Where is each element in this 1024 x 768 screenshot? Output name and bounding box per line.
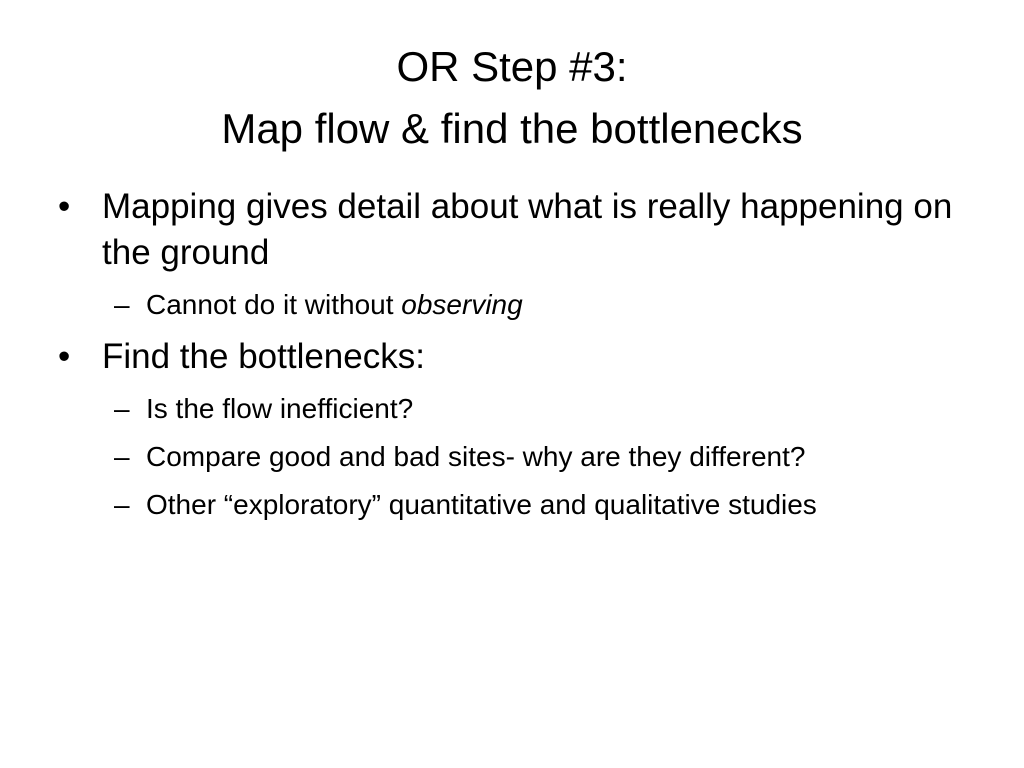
dash-marker: – (114, 489, 130, 520)
slide-body (56, 184, 956, 534)
dash-marker: – (114, 441, 130, 472)
bullet-text: Mapping gives detail about what is really happening on the ground (102, 187, 953, 272)
sub-bullet-text: Other “exploratory” quantitative and qualitative studies (146, 489, 817, 520)
title-line-2: Map flow & find the bottlenecks (221, 105, 803, 152)
sub-bullet-item (56, 390, 956, 428)
sub-bullet-text: Is the flow inefficient? (146, 393, 414, 424)
sub-bullet-item (56, 286, 956, 324)
bullet-marker: • (58, 337, 71, 376)
bullet-text: Find the bottlenecks: (102, 337, 425, 376)
sub-bullet-emphasis: observing (401, 289, 523, 320)
bullet-item (56, 334, 956, 380)
bullet-marker: • (58, 187, 71, 226)
sub-bullet-item (56, 486, 956, 524)
sub-bullet-text: Cannot do it without (146, 289, 402, 320)
sub-bullet-text: Compare good and bad sites- why are they different? (146, 441, 806, 472)
dash-marker: – (114, 289, 130, 320)
sub-bullet-item (56, 438, 956, 476)
slide-title (0, 36, 1024, 160)
dash-marker: – (114, 393, 130, 424)
bullet-item (56, 184, 956, 276)
title-line-1: OR Step #3: (396, 43, 628, 90)
